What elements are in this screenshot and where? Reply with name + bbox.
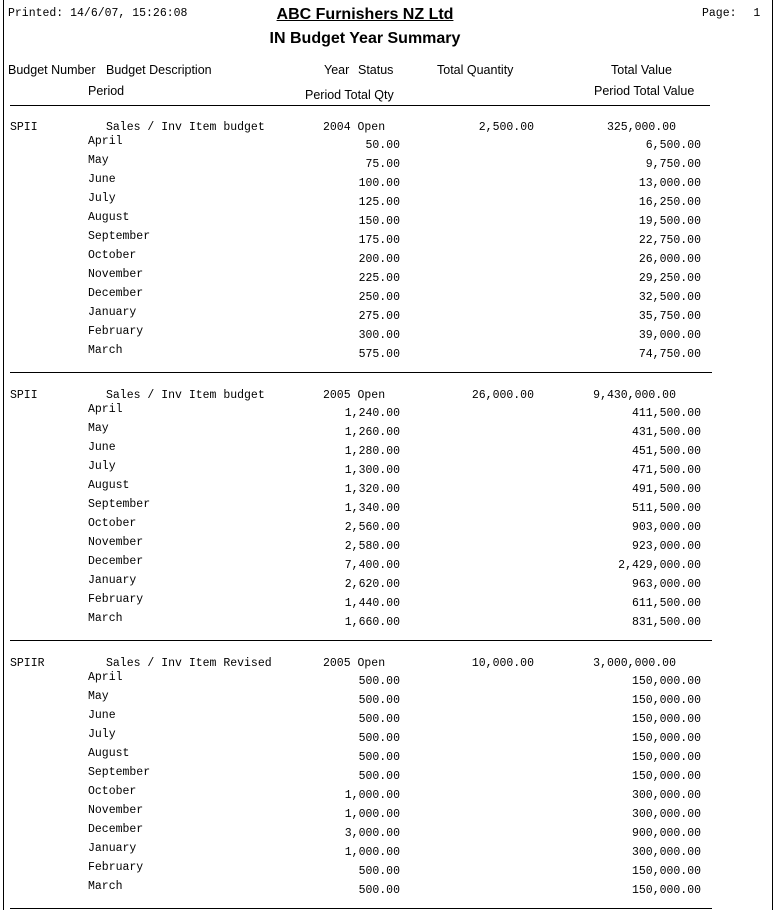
period-total-qty: 50.00 <box>365 139 400 152</box>
section-divider <box>10 372 712 373</box>
period-name: November <box>88 268 144 281</box>
period-total-qty: 150.00 <box>358 215 400 228</box>
period-total-value: 29,250.00 <box>638 272 701 285</box>
period-total-qty: 2,620.00 <box>344 578 400 591</box>
period-total-value: 2,429,000.00 <box>618 559 701 572</box>
budget-year-status: 2005 Open <box>323 657 386 670</box>
period-total-qty: 1,280.00 <box>344 445 400 458</box>
col-budget-number: Budget Number <box>8 63 96 77</box>
period-total-value: 150,000.00 <box>631 694 701 707</box>
period-name: November <box>88 804 144 817</box>
period-name: April <box>88 403 123 416</box>
period-name: July <box>88 460 116 473</box>
period-name: February <box>88 325 144 338</box>
company-name: ABC Furnishers NZ Ltd <box>276 6 454 23</box>
period-name: March <box>88 612 123 625</box>
period-total-qty: 225.00 <box>358 272 400 285</box>
period-total-value: 831,500.00 <box>631 616 701 629</box>
budget-year-status: 2004 Open <box>323 121 386 134</box>
period-name: December <box>88 823 144 836</box>
period-total-value: 150,000.00 <box>631 732 701 745</box>
period-total-value: 923,000.00 <box>631 540 701 553</box>
budget-description: Sales / Inv Item budget <box>106 389 265 402</box>
period-name: September <box>88 766 151 779</box>
report-title: IN Budget Year Summary <box>269 30 461 47</box>
period-name: February <box>88 861 144 874</box>
period-total-qty: 575.00 <box>358 348 400 361</box>
col-period: Period <box>88 84 125 98</box>
period-total-value: 451,500.00 <box>631 445 701 458</box>
period-total-qty: 125.00 <box>358 196 400 209</box>
period-total-qty: 1,260.00 <box>344 426 400 439</box>
budget-number: SPII <box>10 121 38 134</box>
period-total-qty: 500.00 <box>358 694 400 707</box>
period-total-value: 26,000.00 <box>638 253 701 266</box>
period-total-qty: 1,000.00 <box>344 846 400 859</box>
budget-total-value: 9,430,000.00 <box>593 389 676 402</box>
header-divider <box>10 105 710 106</box>
period-total-value: 903,000.00 <box>631 521 701 534</box>
col-total-value: Total Value <box>611 63 672 77</box>
period-total-value: 13,000.00 <box>638 177 701 190</box>
period-total-qty: 1,660.00 <box>344 616 400 629</box>
period-name: November <box>88 536 144 549</box>
col-year: Year <box>324 63 350 77</box>
period-total-value: 491,500.00 <box>631 483 701 496</box>
budget-year-status: 2005 Open <box>323 389 386 402</box>
period-total-qty: 500.00 <box>358 865 400 878</box>
period-total-qty: 500.00 <box>358 770 400 783</box>
period-total-qty: 2,560.00 <box>344 521 400 534</box>
period-total-value: 150,000.00 <box>631 713 701 726</box>
period-total-value: 74,750.00 <box>638 348 701 361</box>
period-total-value: 471,500.00 <box>631 464 701 477</box>
page-number: 1 <box>753 7 761 20</box>
budget-description: Sales / Inv Item Revised <box>106 657 272 670</box>
period-total-value: 150,000.00 <box>631 675 701 688</box>
period-total-value: 150,000.00 <box>631 884 701 897</box>
budget-number: SPII <box>10 389 38 402</box>
period-total-value: 963,000.00 <box>631 578 701 591</box>
period-total-qty: 250.00 <box>358 291 400 304</box>
period-total-value: 411,500.00 <box>631 407 701 420</box>
budget-total-value: 3,000,000.00 <box>593 657 676 670</box>
period-total-value: 900,000.00 <box>631 827 701 840</box>
period-name: April <box>88 671 123 684</box>
period-total-qty: 1,000.00 <box>344 789 400 802</box>
col-status: Status <box>358 63 394 77</box>
period-total-value: 32,500.00 <box>638 291 701 304</box>
period-name: May <box>88 422 109 435</box>
period-total-qty: 1,440.00 <box>344 597 400 610</box>
period-name: June <box>88 173 116 186</box>
period-total-value: 511,500.00 <box>631 502 701 515</box>
period-total-value: 150,000.00 <box>631 770 701 783</box>
budget-section <box>0 121 780 381</box>
period-name: October <box>88 517 137 530</box>
period-total-value: 16,250.00 <box>638 196 701 209</box>
period-total-value: 22,750.00 <box>638 234 701 247</box>
period-total-qty: 1,320.00 <box>344 483 400 496</box>
period-name: January <box>88 842 137 855</box>
period-name: May <box>88 690 109 703</box>
period-total-qty: 1,240.00 <box>344 407 400 420</box>
period-name: January <box>88 306 137 319</box>
period-total-qty: 300.00 <box>358 329 400 342</box>
period-total-value: 19,500.00 <box>638 215 701 228</box>
period-total-value: 431,500.00 <box>631 426 701 439</box>
period-total-value: 6,500.00 <box>645 139 701 152</box>
col-period-total-qty: Period Total Qty <box>305 88 394 102</box>
period-name: March <box>88 344 123 357</box>
period-name: March <box>88 880 123 893</box>
period-name: August <box>88 479 130 492</box>
budget-total-quantity: 26,000.00 <box>471 389 534 402</box>
period-name: June <box>88 709 116 722</box>
section-divider <box>10 908 712 909</box>
period-total-qty: 175.00 <box>358 234 400 247</box>
period-total-qty: 1,000.00 <box>344 808 400 821</box>
period-total-qty: 500.00 <box>358 884 400 897</box>
period-total-value: 300,000.00 <box>631 789 701 802</box>
period-name: July <box>88 728 116 741</box>
period-total-value: 150,000.00 <box>631 865 701 878</box>
period-total-qty: 500.00 <box>358 713 400 726</box>
period-total-qty: 200.00 <box>358 253 400 266</box>
period-total-qty: 2,580.00 <box>344 540 400 553</box>
period-total-qty: 500.00 <box>358 751 400 764</box>
budget-section <box>0 657 780 917</box>
period-name: May <box>88 154 109 167</box>
col-total-quantity: Total Quantity <box>437 63 514 77</box>
period-total-qty: 275.00 <box>358 310 400 323</box>
period-total-value: 300,000.00 <box>631 846 701 859</box>
period-name: October <box>88 249 137 262</box>
budget-number: SPIIR <box>10 657 45 670</box>
period-total-value: 9,750.00 <box>645 158 701 171</box>
period-name: August <box>88 747 130 760</box>
period-total-value: 300,000.00 <box>631 808 701 821</box>
period-total-qty: 100.00 <box>358 177 400 190</box>
period-total-value: 611,500.00 <box>631 597 701 610</box>
budget-total-quantity: 2,500.00 <box>478 121 534 134</box>
period-name: December <box>88 287 144 300</box>
period-total-qty: 500.00 <box>358 675 400 688</box>
budget-description: Sales / Inv Item budget <box>106 121 265 134</box>
budget-total-quantity: 10,000.00 <box>471 657 534 670</box>
period-name: April <box>88 135 123 148</box>
period-name: February <box>88 593 144 606</box>
col-period-total-value: Period Total Value <box>594 84 695 98</box>
period-name: December <box>88 555 144 568</box>
printed-timestamp: Printed: 14/6/07, 15:26:08 <box>8 7 188 20</box>
period-total-value: 39,000.00 <box>638 329 701 342</box>
period-name: September <box>88 498 151 511</box>
page-label: Page: <box>702 7 737 20</box>
period-name: January <box>88 574 137 587</box>
budget-total-value: 325,000.00 <box>606 121 676 134</box>
section-divider <box>10 640 712 641</box>
period-total-qty: 75.00 <box>365 158 400 171</box>
period-total-value: 35,750.00 <box>638 310 701 323</box>
period-name: September <box>88 230 151 243</box>
period-total-value: 150,000.00 <box>631 751 701 764</box>
period-total-qty: 500.00 <box>358 732 400 745</box>
period-total-qty: 1,340.00 <box>344 502 400 515</box>
col-budget-description: Budget Description <box>106 63 212 77</box>
period-total-qty: 1,300.00 <box>344 464 400 477</box>
period-name: July <box>88 192 116 205</box>
period-name: August <box>88 211 130 224</box>
page-indicator <box>702 7 760 21</box>
period-total-qty: 3,000.00 <box>344 827 400 840</box>
period-name: June <box>88 441 116 454</box>
budget-section <box>0 389 780 649</box>
period-total-qty: 7,400.00 <box>344 559 400 572</box>
period-name: October <box>88 785 137 798</box>
